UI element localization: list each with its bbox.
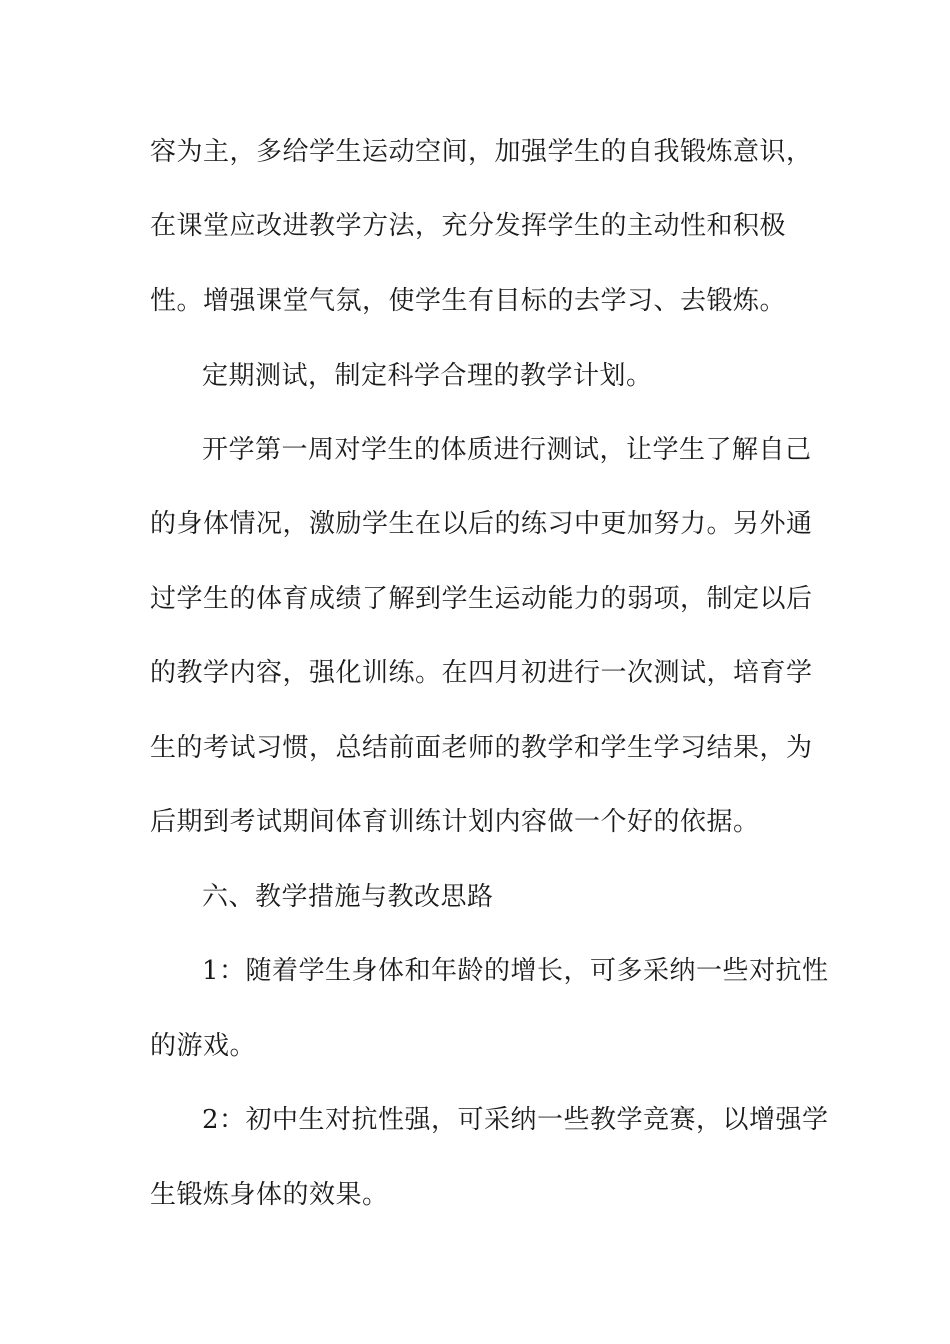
paragraph-line: 过学生的体育成绩了解到学生运动能力的弱项，制定以后 <box>150 584 813 614</box>
list-item-line: 2：初中生对抗性强，可采纳一些教学竞赛，以增强学 <box>202 1105 829 1135</box>
list-item-line: 的游戏。 <box>150 1031 257 1061</box>
paragraph-line: 的身体情况，激励学生在以后的练习中更加努力。另外通 <box>150 509 813 539</box>
list-item-line: 生锻炼身体的效果。 <box>150 1180 389 1210</box>
list-item-line: 1：随着学生身体和年龄的增长，可多采纳一些对抗性 <box>202 956 829 986</box>
paragraph-line: 在课堂应改进教学方法，充分发挥学生的主动性和积极 <box>150 211 787 241</box>
paragraph-line: 后期到考试期间体育训练计划内容做一个好的依据。 <box>150 807 760 837</box>
paragraph-line: 生的考试习惯，总结前面老师的教学和学生学习结果，为 <box>150 733 813 763</box>
paragraph-line: 性。增强课堂气氛，使学生有目标的去学习、去锻炼。 <box>150 286 787 316</box>
paragraph-line: 的教学内容，强化训练。在四月初进行一次测试，培育学 <box>150 658 813 688</box>
section-heading: 六、教学措施与教改思路 <box>202 882 494 912</box>
paragraph-line: 容为主，多给学生运动空间，加强学生的自我锻炼意识， <box>150 137 813 167</box>
paragraph-line: 定期测试，制定科学合理的教学计划。 <box>202 361 653 391</box>
paragraph-line: 开学第一周对学生的体质进行测试，让学生了解自己 <box>202 435 812 465</box>
